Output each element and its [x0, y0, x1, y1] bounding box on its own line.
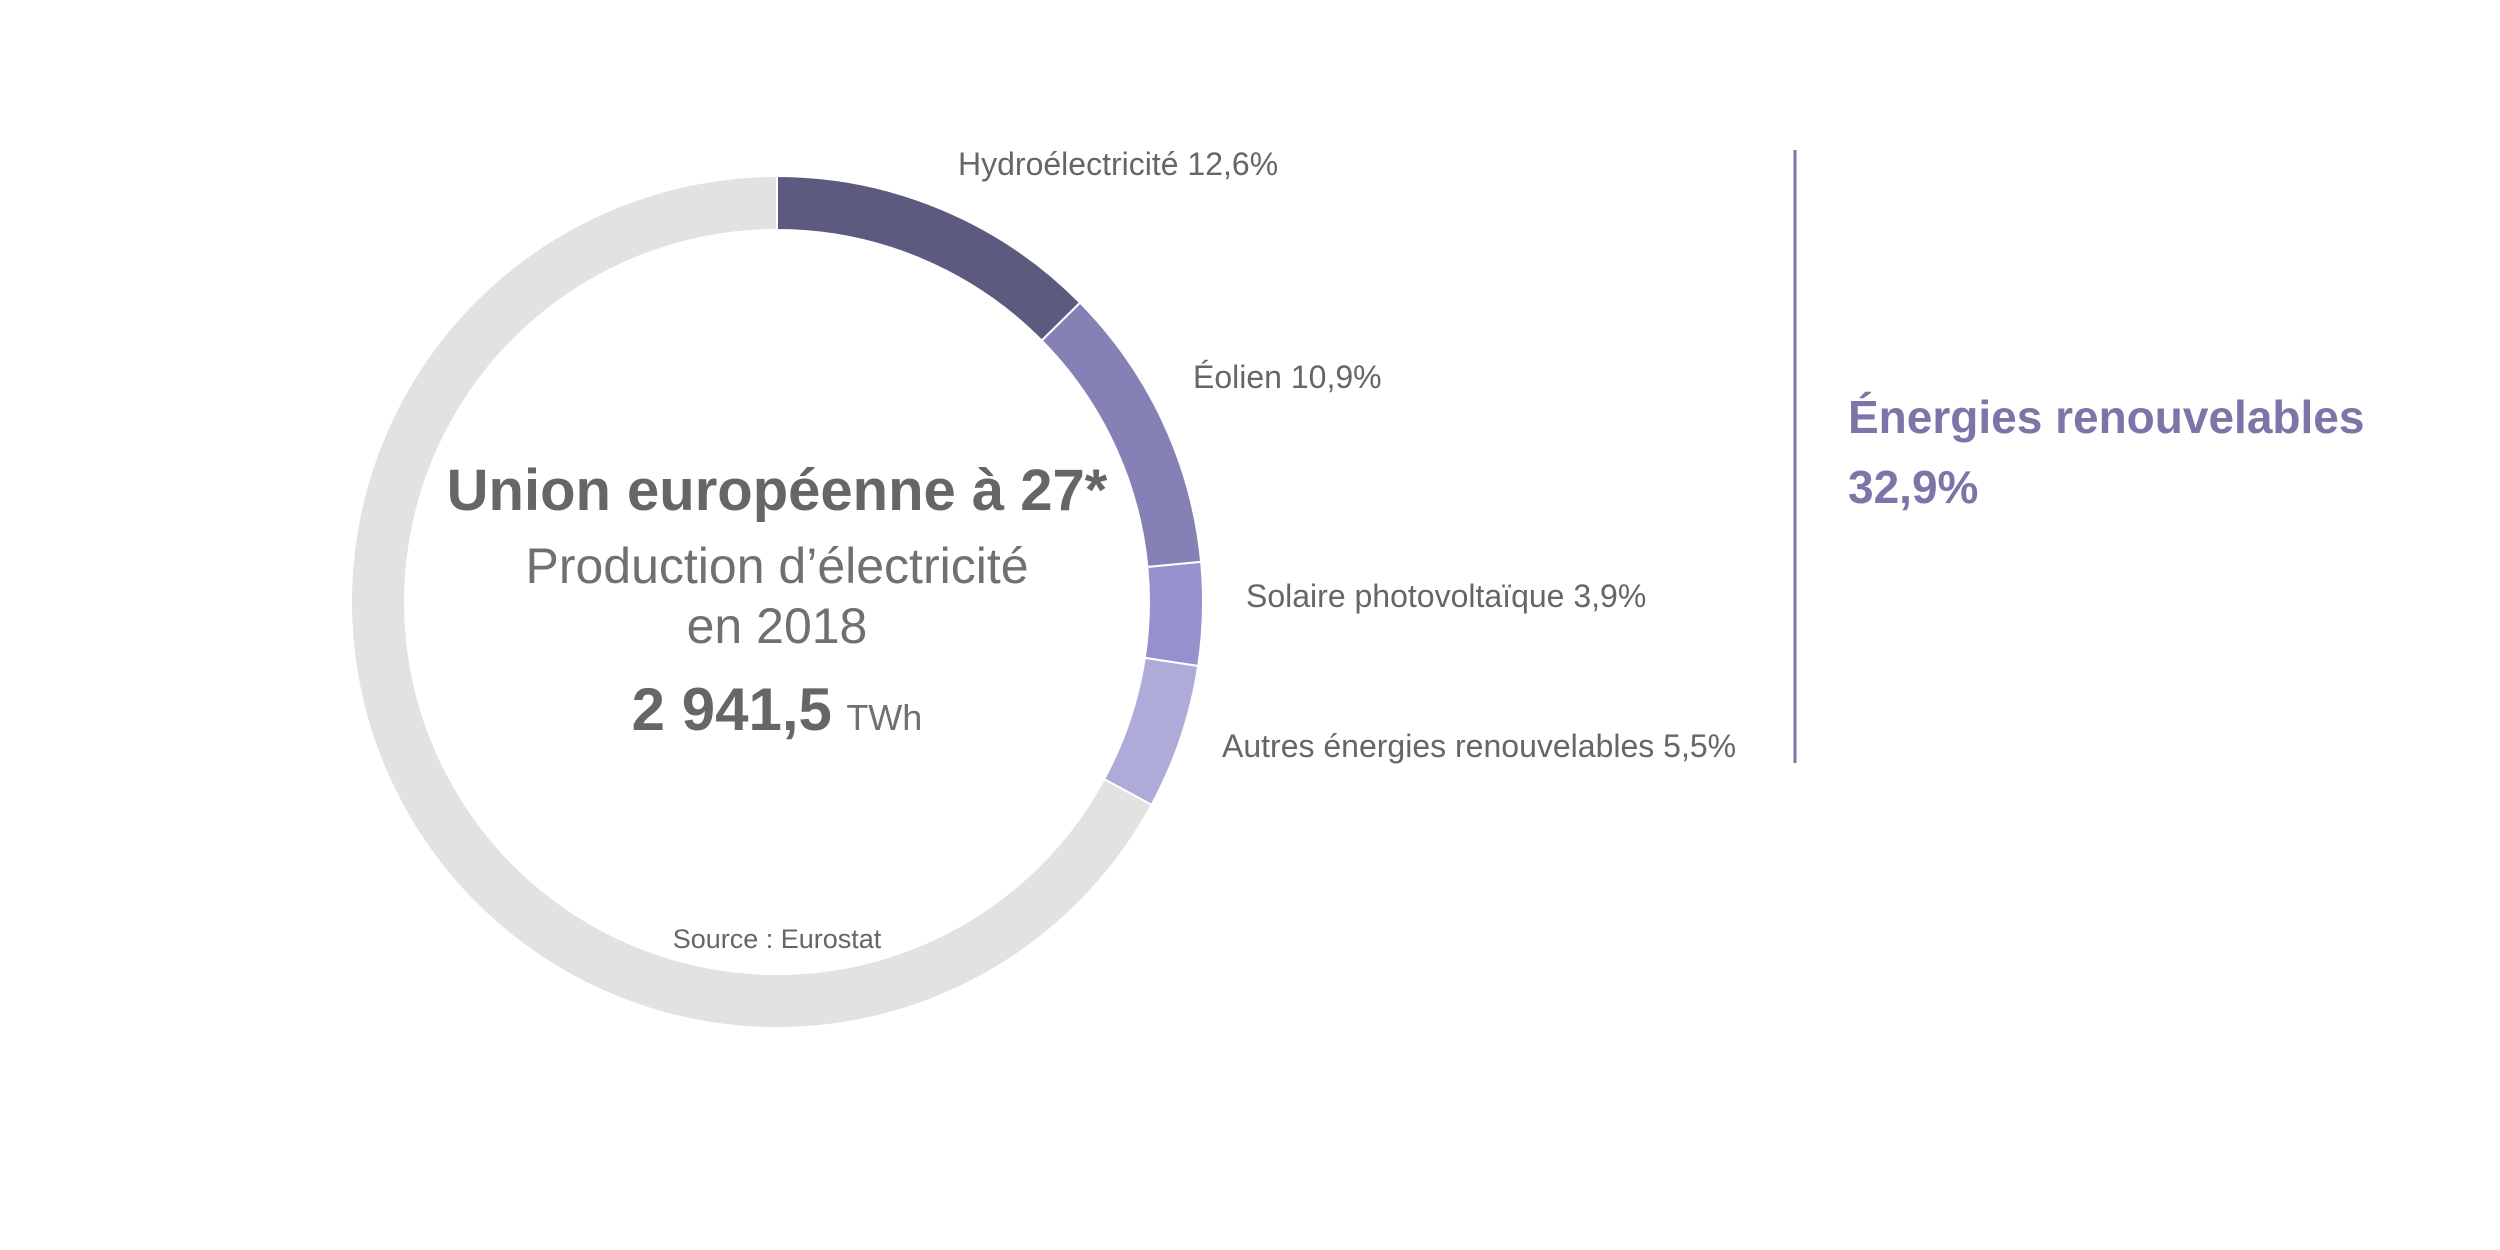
label-hydro: Hydroélectricité 12,6%	[958, 146, 1279, 182]
total-production	[632, 676, 923, 743]
renewables-label: Énergies renouvelables	[1848, 391, 2365, 443]
source-note: Source : Eurostat	[672, 924, 882, 954]
label-autres: Autres énergies renouvelables 5,5%	[1222, 728, 1737, 764]
slice-autres	[1104, 658, 1198, 805]
slice-solaire	[1145, 562, 1203, 666]
chart-title: Union européenne à 27*	[446, 458, 1108, 523]
slice-eolien	[1042, 303, 1201, 567]
label-solaire: Solaire photovoltaïque 3,9%	[1246, 578, 1647, 614]
chart-subtitle-line1: Production d’électricité	[525, 538, 1029, 594]
renewables-value: 32,9%	[1848, 461, 1979, 513]
slice-hydro	[777, 176, 1080, 341]
total-value: 2 941,5	[631, 676, 832, 743]
chart-subtitle-line2: en 2018	[686, 598, 868, 654]
total-unit: TWh	[846, 697, 923, 738]
label-eolien: Éolien 10,9%	[1193, 359, 1382, 395]
